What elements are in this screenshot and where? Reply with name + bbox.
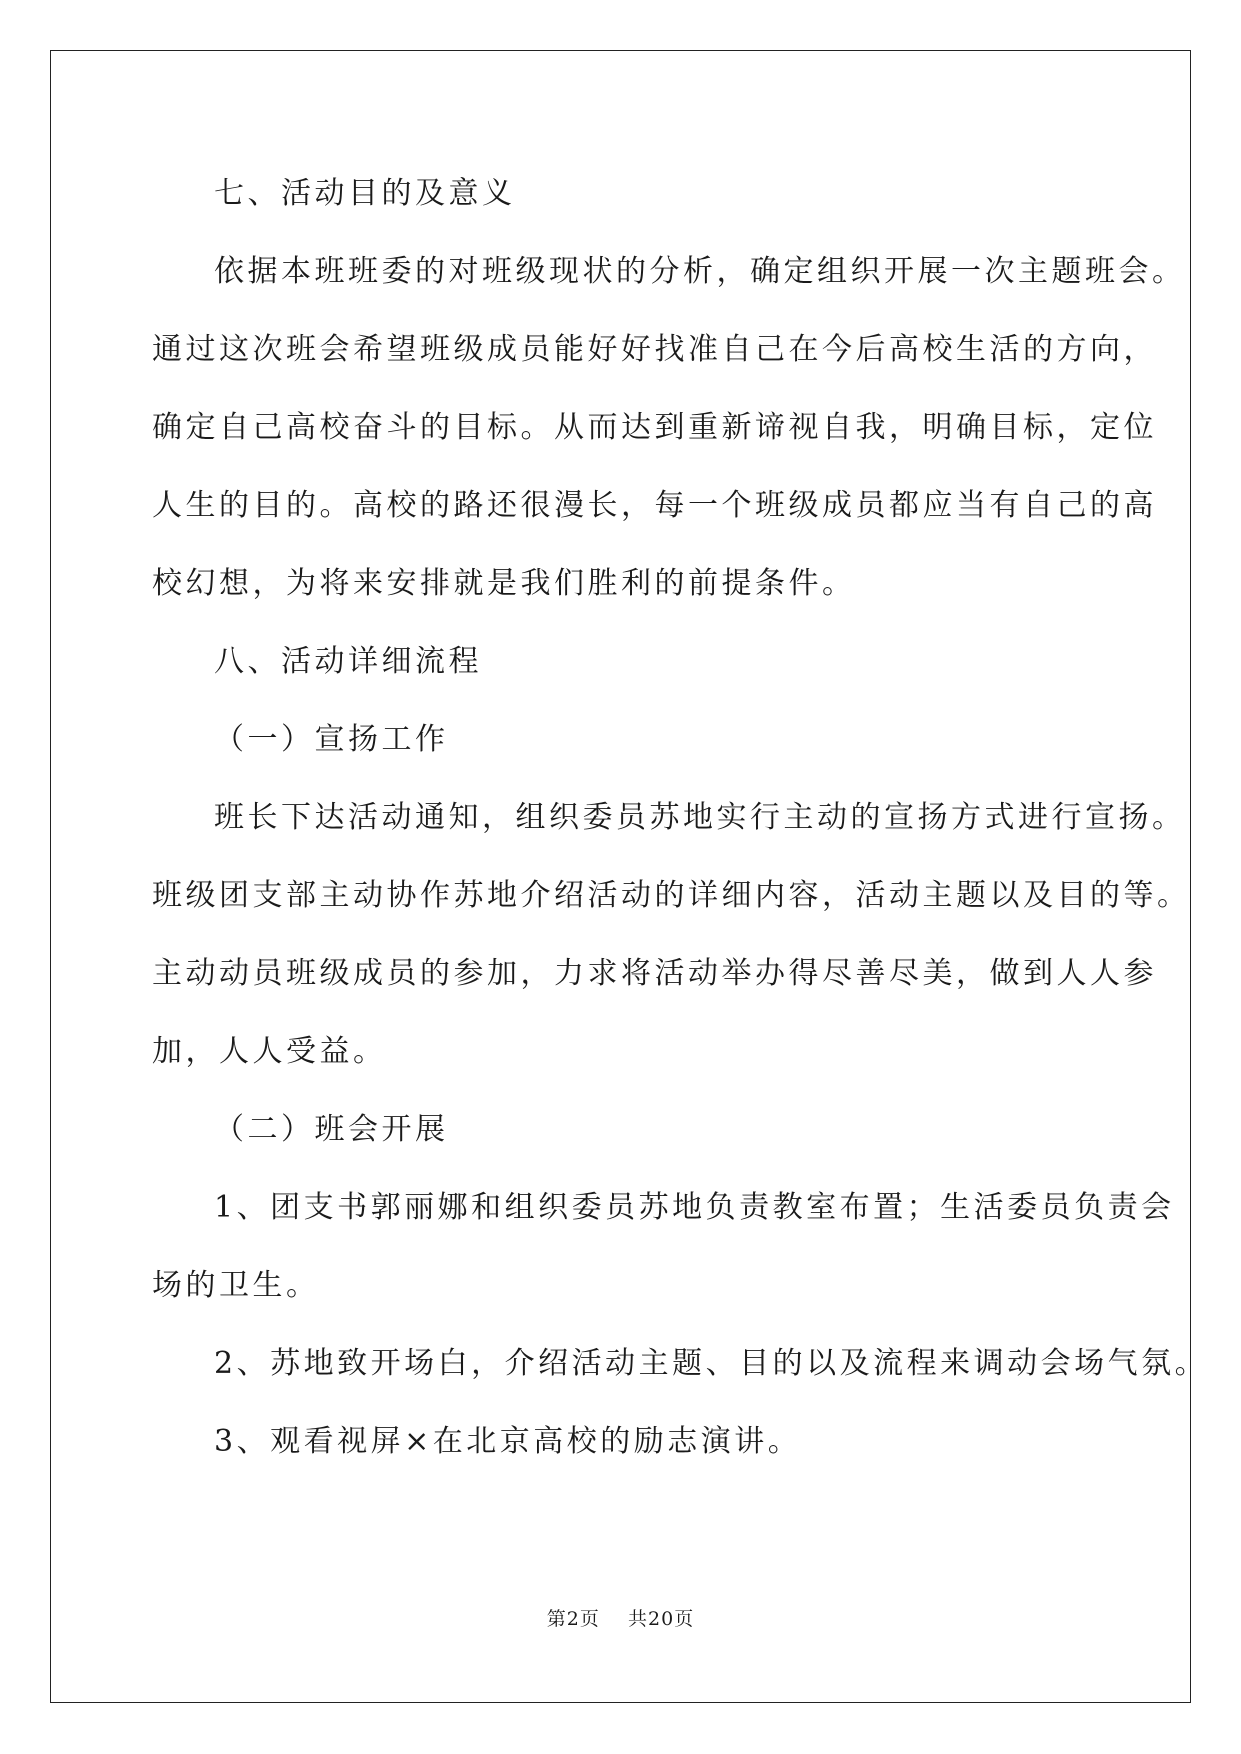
- section-heading-8: 八、活动详细流程: [214, 644, 482, 679]
- paragraph-line: 校幻想，为将来安排就是我们胜利的前提条件。: [152, 566, 856, 601]
- page-number-footer: 第2页 共20页: [546, 1608, 695, 1630]
- paragraph-line: 确定自己高校奋斗的目标。从而达到重新谛视自我，明确目标，定位: [152, 410, 1157, 445]
- paragraph-line: 依据本班班委的对班级现状的分析，确定组织开展一次主题班会。: [214, 254, 1186, 289]
- subsection-heading-2: （二）班会开展: [214, 1112, 449, 1147]
- list-item-line: 1、团支书郭丽娜和组织委员苏地负责教室布置；生活委员负责会: [214, 1190, 1175, 1225]
- paragraph-line: 班长下达活动通知，组织委员苏地实行主动的宣扬方式进行宣扬。: [214, 800, 1186, 835]
- section-heading-7: 七、活动目的及意义: [214, 176, 516, 211]
- list-item-line: 场的卫生。: [152, 1268, 320, 1303]
- paragraph-line: 班级团支部主动协作苏地介绍活动的详细内容，活动主题以及目的等。: [152, 878, 1191, 913]
- paragraph-line: 通过这次班会希望班级成员能好好找准自己在今后高校生活的方向，: [152, 332, 1157, 367]
- list-item-line: 2、苏地致开场白，介绍活动主题、目的以及流程来调动会场气氛。: [214, 1346, 1209, 1381]
- subsection-heading-1: （一）宣扬工作: [214, 722, 449, 757]
- paragraph-line: 主动动员班级成员的参加，力求将活动举办得尽善尽美，做到人人参: [152, 956, 1157, 991]
- paragraph-line: 加，人人受益。: [152, 1034, 387, 1069]
- paragraph-line: 人生的目的。高校的路还很漫长，每一个班级成员都应当有自己的高: [152, 488, 1157, 523]
- list-item-line: 3、观看视屏×在北京高校的励志演讲。: [214, 1424, 802, 1459]
